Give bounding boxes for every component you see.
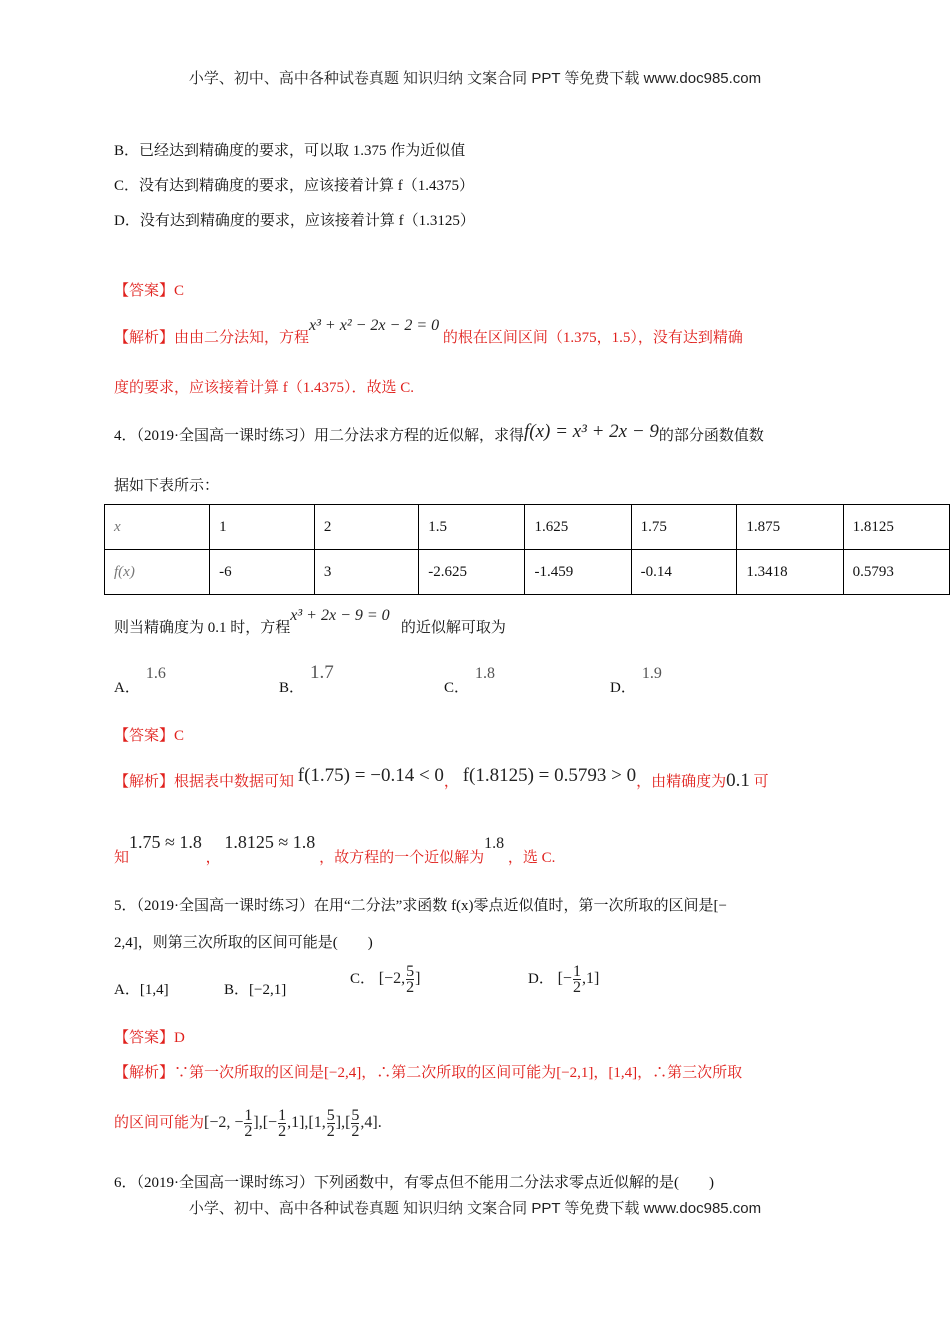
q4-analysis-cont: 知1.75 ≈ 1.8 ， 1.8125 ≈ 1.8 ，故方程的一个近似解为1.8 ，选 C.	[114, 832, 556, 866]
table-cell: 1.5	[419, 505, 525, 550]
q4-option-a	[114, 665, 166, 697]
text: ，故方程的一个近似解为	[319, 850, 485, 866]
q4-stem	[114, 421, 764, 446]
text: 的近似解可取为	[400, 620, 506, 636]
table-row	[105, 505, 950, 550]
table-cell: -0.14	[631, 550, 737, 595]
table-cell: 1.3418	[737, 550, 843, 595]
option-label: D．	[528, 970, 554, 987]
equation: x³ + x² − 2x − 2 = 0	[309, 317, 440, 334]
option-label: D．	[610, 680, 636, 696]
text: ，选 C.	[507, 850, 556, 866]
analysis-label: 【解析】	[114, 1065, 175, 1081]
equation: x³ + 2x − 9 = 0	[290, 607, 390, 624]
table-cell: -2.625	[419, 550, 525, 595]
q4-option-d	[610, 665, 662, 697]
function: f(x) = x³ + 2x − 9	[524, 421, 659, 442]
text: ∵第一次所取的区间是[−2,4]，∴第二次所取的区间可能为[−2,1]，[1,4]，∴第三次所取	[174, 1065, 743, 1081]
q3-analysis	[114, 317, 743, 347]
math: f(1.8125) = 0.5793 > 0	[462, 765, 637, 786]
table-cell: 1	[210, 505, 315, 550]
page-header: 小学、初中、高中各种试卷真题 知识归纳 文案合同 PPT 等免费下载 www.doc985.com	[188, 70, 762, 87]
option-value: 1.7	[310, 662, 334, 683]
q5-option-d: D． [− $\frac{1}{2}$ ,1]	[528, 963, 600, 996]
option-label: A．	[114, 680, 140, 696]
table-cell: 1.625	[525, 505, 631, 550]
table-row	[105, 550, 950, 595]
option-value: 1.6	[145, 665, 166, 682]
table-cell: x	[105, 505, 210, 550]
page-footer: 小学、初中、高中各种试卷真题 知识归纳 文案合同 PPT 等免费下载 www.doc985.com	[188, 1200, 762, 1217]
q5-option-b: B．[−2,1]	[224, 982, 287, 998]
text: 根据表中数据可知	[174, 774, 295, 790]
text: 的部分函数值数	[658, 428, 764, 444]
values-table	[104, 504, 950, 595]
analysis-label: 【解析】	[114, 774, 175, 790]
q4-option-b	[279, 662, 334, 698]
text: 知	[114, 850, 130, 866]
table-cell: 0.5793	[843, 550, 949, 595]
text: 4．（2019·全国高一课时练习）用二分法求方程的近似解，求得	[114, 428, 524, 444]
text: 的区间可能为	[114, 1114, 205, 1131]
q3-option-d: D．没有达到精确度的要求，应该接着计算 f（1.3125）	[114, 213, 475, 229]
q4-analysis: 【解析】根据表中数据可知 f(1.75) = −0.14 < 0， f(1.8125) = 0.5793 > 0，由精确度为0.1 可	[114, 765, 769, 791]
analysis-label: 【解析】	[114, 330, 175, 346]
q5-stem: 5．（2019·全国高一课时练习）在用“二分法”求函数 f(x)零点近似值时，第一次所取的区间是[−	[114, 898, 728, 914]
table-cell: f(x)	[105, 550, 210, 595]
math: 0.1	[726, 770, 750, 791]
math: f(1.75) = −0.14 < 0	[297, 765, 444, 786]
table-cell: 1.875	[737, 505, 843, 550]
text: 由由二分法知，方程	[174, 330, 310, 346]
math: 1.75 ≈ 1.8	[129, 832, 202, 852]
q5-option-c: C． [−2, $\frac{5}{2}$ ]	[350, 963, 421, 996]
q3-option-c: C．没有达到精确度的要求，应该接着计算 f（1.4375）	[114, 178, 475, 194]
q3-answer: 【答案】C	[114, 283, 185, 299]
option-label: C．	[444, 680, 470, 696]
q4-stem-cont: 据如下表所示：	[114, 478, 220, 494]
q4-prompt	[114, 607, 506, 637]
table-cell: -6	[210, 550, 315, 595]
q5-stem-cont: 2,4]，则第三次所取的区间可能是( )	[114, 935, 373, 951]
table-cell: 1.75	[631, 505, 737, 550]
text: 则当精确度为 0.1 时，方程	[114, 620, 291, 636]
q6-stem: 6．（2019·全国高一课时练习）下列函数中，有零点但不能用二分法求零点近似解的是( )	[114, 1175, 714, 1191]
option-label: C．	[350, 970, 376, 987]
option-label: B．	[279, 680, 305, 696]
option-value: 1.9	[641, 665, 662, 682]
q4-answer: 【答案】C	[114, 728, 185, 744]
q5-analysis	[114, 1061, 742, 1082]
q3-option-b: B．已经达到精确度的要求，可以取 1.375 作为近似值	[114, 143, 466, 159]
q3-analysis-cont: 度的要求，应该接着计算 f（1.4375）．故选 C.	[114, 380, 415, 396]
table-cell: 1.8125	[843, 505, 949, 550]
table-cell: -1.459	[525, 550, 631, 595]
q5-option-a: A．[1,4]	[114, 982, 169, 998]
q4-option-c	[444, 665, 496, 697]
table-cell: 3	[314, 550, 418, 595]
text: 可	[753, 774, 769, 790]
q5-analysis-cont: 的区间可能为[−2, − $\frac{1}{2}$ ],[− $\frac{1}{2}$ ,1],[1, $\frac{5}{2}$ ],[ $\frac{5}{2}$ ,4].	[114, 1107, 382, 1140]
q5-answer: 【答案】D	[114, 1030, 185, 1046]
text: 的根在区间区间（1.375，1.5），没有达到精确	[442, 330, 743, 346]
math: 1.8125 ≈ 1.8	[224, 832, 316, 852]
math: 1.8	[484, 835, 505, 852]
option-value: 1.8	[475, 665, 496, 682]
table-cell: 2	[314, 505, 418, 550]
text: ，由精确度为	[636, 774, 727, 790]
